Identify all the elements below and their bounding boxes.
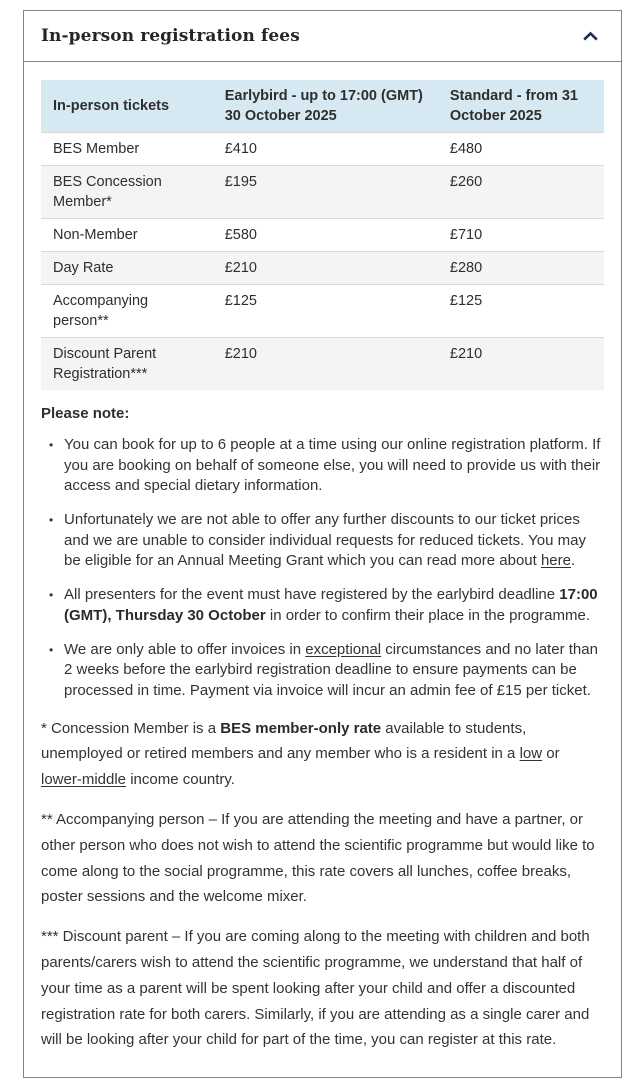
text-segment: . xyxy=(571,552,576,570)
table-row xyxy=(41,338,604,391)
registration-fees-accordion xyxy=(23,10,622,1078)
standard-price-cell: £480 xyxy=(438,133,604,166)
note-item xyxy=(49,510,604,572)
col-header-in-person-tickets: In-person tickets xyxy=(41,80,213,133)
fees-table xyxy=(41,80,604,390)
text-segment: or xyxy=(542,745,560,763)
text-segment: We are only able to offer invoices in xyxy=(64,640,306,658)
col-header-earlybird: Earlybird - up to 17:00 (GMT) 30 October 2025 xyxy=(213,80,438,133)
table-row xyxy=(41,166,604,219)
standard-price-cell: £280 xyxy=(438,252,604,285)
ticket-type-cell: Day Rate xyxy=(41,252,213,285)
earlybird-price-cell: £580 xyxy=(213,219,438,252)
text-segment: available to students, unemployed or retired members and any member who is a resident in a xyxy=(41,719,527,763)
inline-link[interactable]: here xyxy=(540,552,571,570)
standard-price-cell: £210 xyxy=(438,338,604,391)
ticket-type-cell: Accompanying person** xyxy=(41,285,213,338)
text-segment: * Concession Member is a xyxy=(41,719,221,737)
text-segment: Unfortunately we are not able to offer any further discounts to our ticket prices and we are unable to consider individual requests for reduced tickets. You may be eligible for an Annual Meeting Grant which you can read more about xyxy=(64,511,586,570)
chevron-up-icon[interactable] xyxy=(582,31,599,42)
col-header-standard: Standard - from 31 October 2025 xyxy=(438,80,604,133)
earlybird-price-cell: £410 xyxy=(213,133,438,166)
fees-table-body xyxy=(41,133,604,391)
earlybird-price-cell: £125 xyxy=(213,285,438,338)
table-row xyxy=(41,252,604,285)
table-row xyxy=(41,219,604,252)
note-item xyxy=(49,585,604,626)
ticket-type-cell: Non-Member xyxy=(41,219,213,252)
standard-price-cell: £710 xyxy=(438,219,604,252)
table-row xyxy=(41,285,604,338)
please-note-heading: Please note: xyxy=(41,405,130,422)
note-item xyxy=(49,640,604,702)
bold-text: BES member-only rate xyxy=(220,719,382,737)
earlybird-price-cell: £210 xyxy=(213,252,438,285)
standard-price-cell: £125 xyxy=(438,285,604,338)
table-row xyxy=(41,133,604,166)
text-segment: *** Discount parent – If you are coming along to the meeting with children and both parents/carers wish to attend the scientific programme, we understand that half of your time as a parent will be spent looking after your child and offer a discounted registration rate for both carers. Similarly, if you are attending as a single carer and will be looking after your child for part of the time, you can register at this rate. xyxy=(41,928,590,1049)
inline-link[interactable]: lower-middle xyxy=(41,771,127,789)
footnotes-section xyxy=(41,716,604,1054)
text-segment: in order to confirm their place in the programme. xyxy=(265,606,591,624)
text-segment: income country. xyxy=(126,771,235,789)
text-segment: ** Accompanying person – If you are attending the meeting and have a partner, or other person who does not wish to attend the scientific programme but would like to come along to the social programme, this rate covers all lunches, coffee breaks, poster sessions and the welcome mixer. xyxy=(41,810,595,906)
earlybird-price-cell: £195 xyxy=(213,166,438,219)
footnote-paragraph xyxy=(41,807,604,910)
standard-price-cell: £260 xyxy=(438,166,604,219)
fees-table-head xyxy=(41,80,604,133)
ticket-type-cell: Discount Parent Registration*** xyxy=(41,338,213,391)
text-segment: You can book for up to 6 people at a time using our online registration platform. If you are booking on behalf of someone else, you will need to provide us with their access and special dietary information. xyxy=(64,436,601,495)
notes-list xyxy=(41,435,604,702)
header-row xyxy=(41,80,604,133)
footnote-paragraph xyxy=(41,716,604,793)
footnote-paragraph xyxy=(41,924,604,1053)
text-segment: All presenters for the event must have registered by the earlybird deadline xyxy=(64,586,560,604)
accordion-header[interactable] xyxy=(24,11,621,62)
accordion-title: In-person registration fees xyxy=(41,26,300,46)
text-segment: circumstances and no later than 2 weeks before the earlybird registration deadline to ensure payments can be processed in time. Payment via invoice will incur an admin fee of £15 per ticket. xyxy=(64,640,598,699)
inline-link[interactable]: low xyxy=(519,745,543,763)
ticket-type-cell: BES Member xyxy=(41,133,213,166)
ticket-type-cell: BES Concession Member* xyxy=(41,166,213,219)
note-item xyxy=(49,435,604,497)
earlybird-price-cell: £210 xyxy=(213,338,438,391)
bold-text: 17:00 (GMT), Thursday 30 October xyxy=(64,586,598,624)
inline-link[interactable]: exceptional xyxy=(305,640,382,658)
accordion-body xyxy=(24,62,621,1077)
